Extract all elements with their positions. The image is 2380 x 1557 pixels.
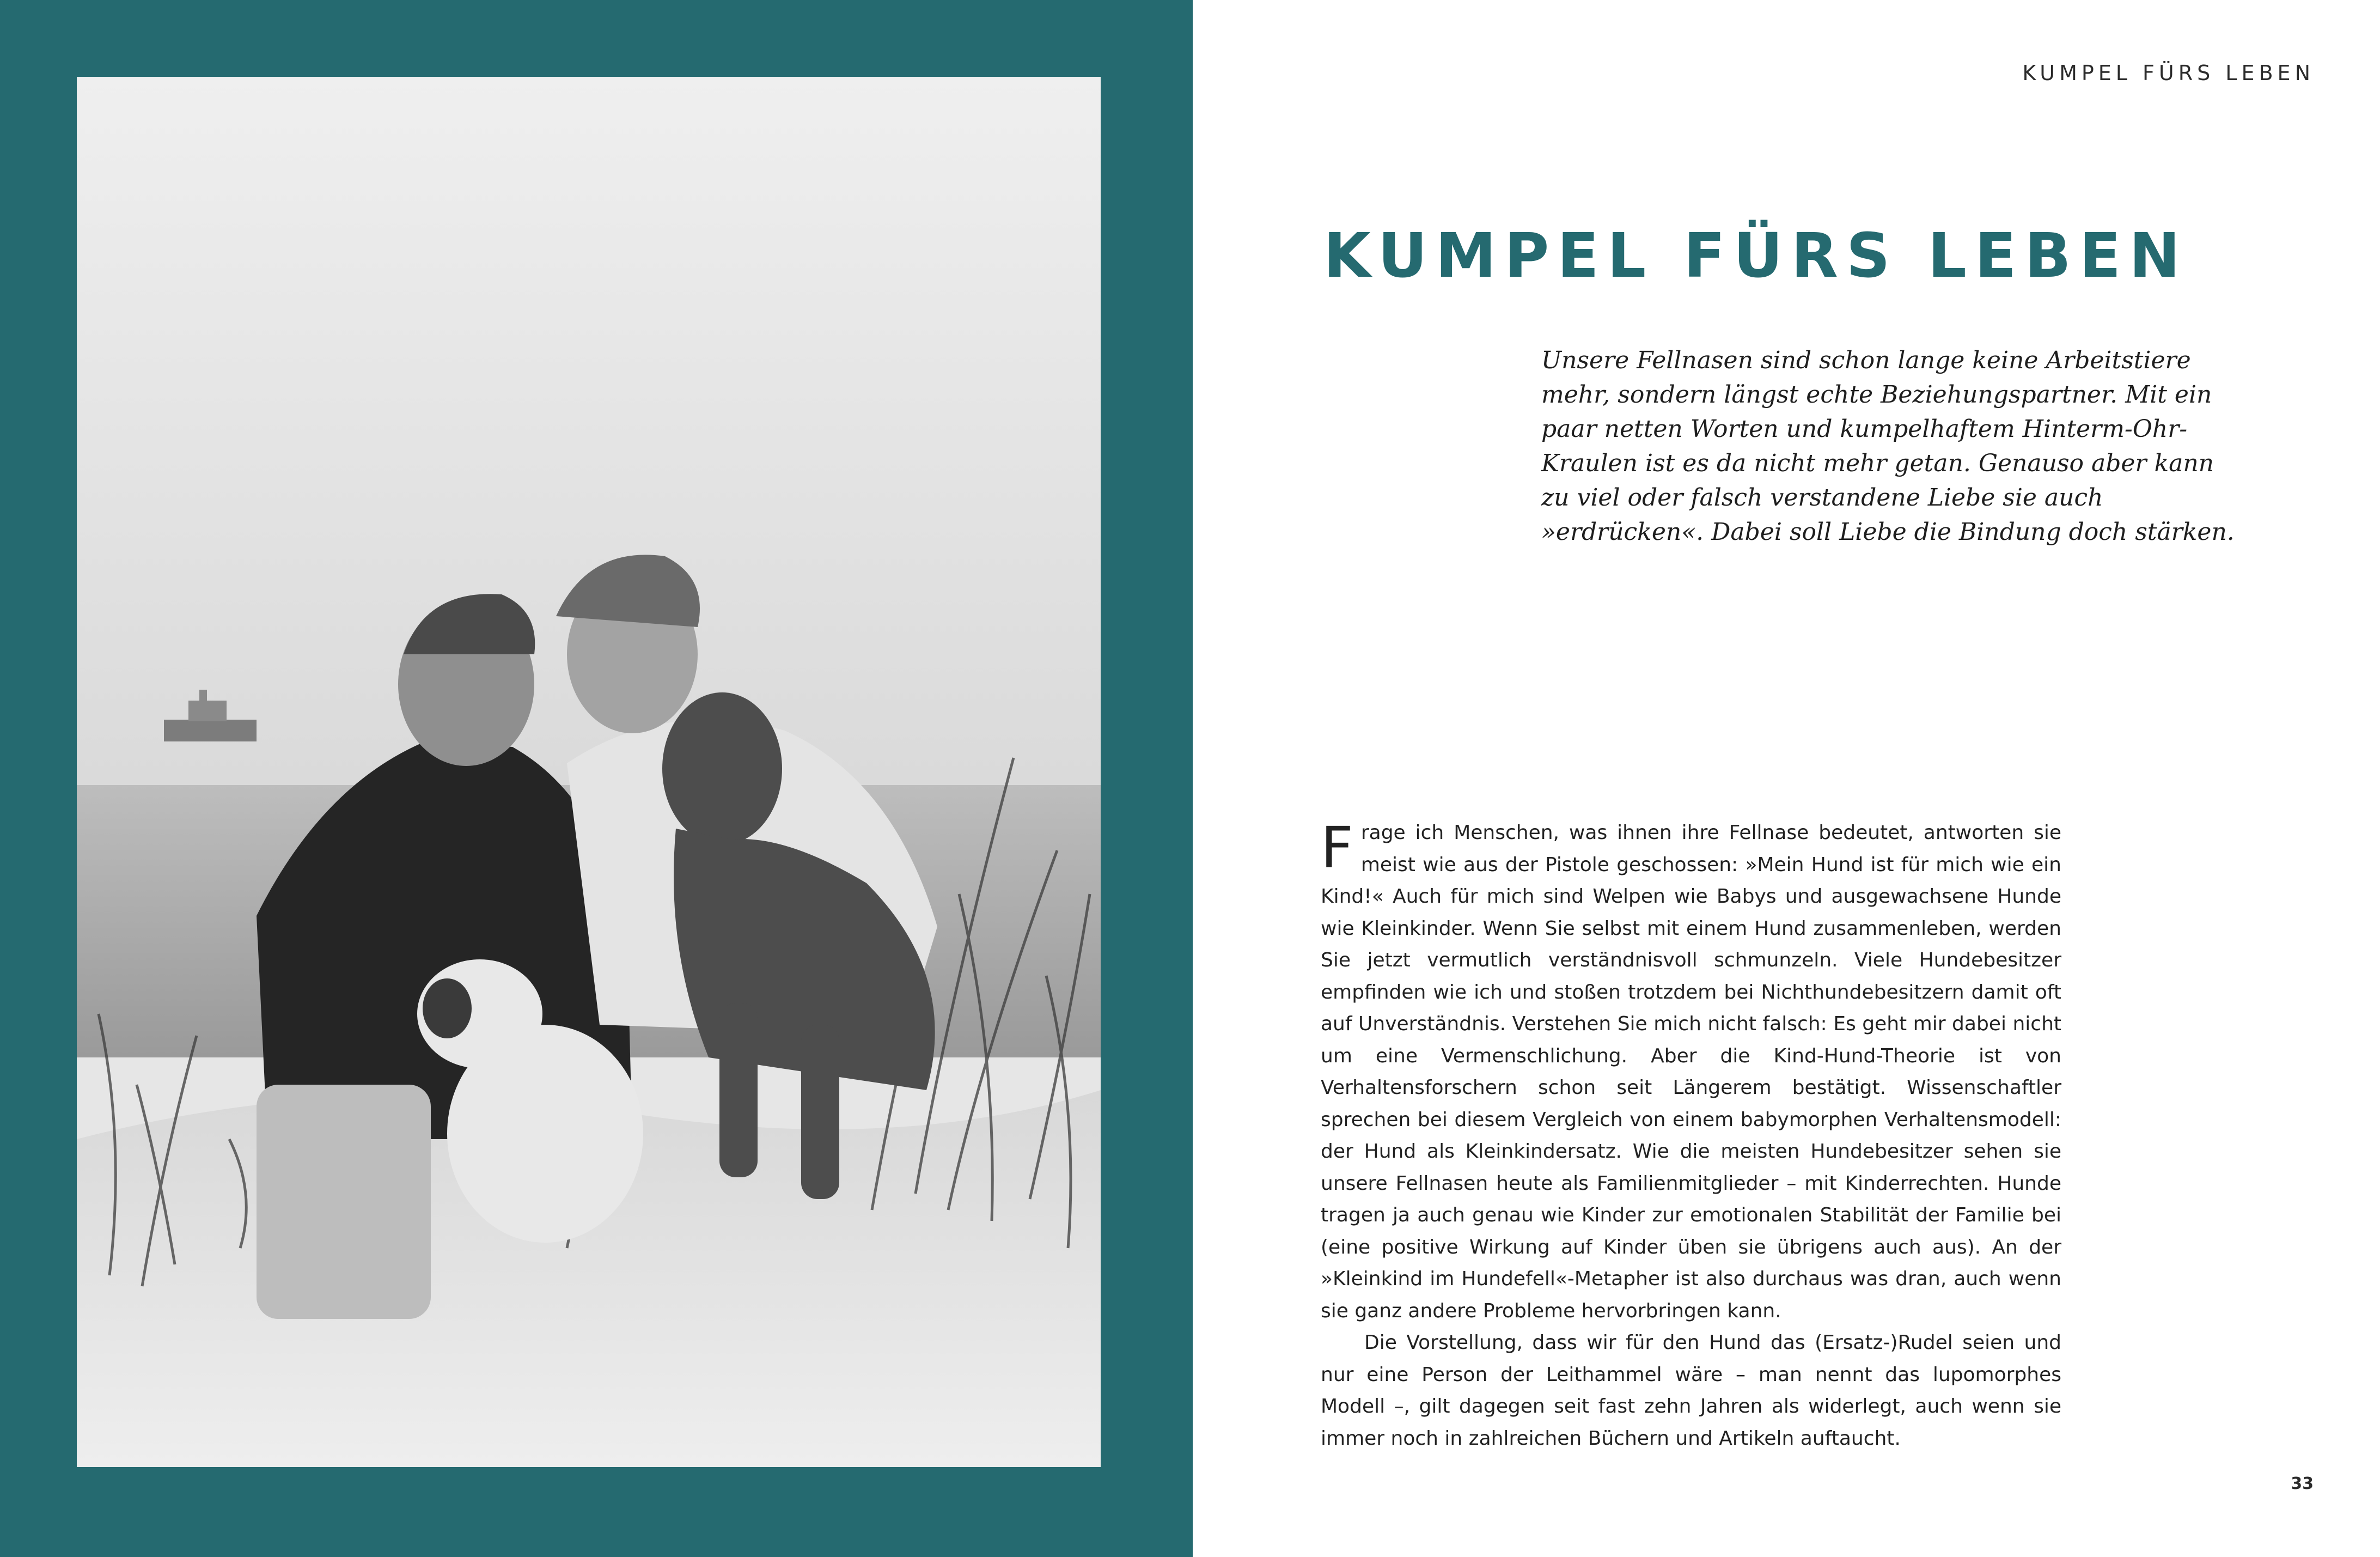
beach-photo-illustration xyxy=(77,77,1101,1467)
right-page xyxy=(1193,0,2380,1557)
running-head: KUMPEL FÜRS LEBEN xyxy=(2022,61,2315,85)
chapter-title: KUMPEL FÜRS LEBEN xyxy=(1323,221,2189,291)
body-paragraph-1-text: rage ich Menschen, was ihnen ihre Fellnase bedeutet, antworten sie meist wie aus der Pistole geschossen: »Mein Hund ist für mich wie ein Kind!« Auch für mich sind Welpen wie Babys und ausgewachsene Hunde wie Kleinkinder. Wenn Sie selbst mit einem Hund zusammenleben, werden Sie jetzt vermutlich verständnisvoll schmunzeln. Viele Hundebesitzer empfinden wie ich und stoßen trotzdem bei Nichthundebesitzern damit oft auf Unverständnis. Verstehen Sie mich nicht falsch: Es geht mir dabei nicht um eine Vermenschlichung. Aber die Kind-Hund-Theorie ist von Verhaltensforschern schon seit Längerem bestätigt. Wissenschaftler sprechen bei diesem Vergleich von einem babymorphen Verhaltensmodell: der Hund als Kleinkindersatz. Wie die meisten Hundebesitzer sehen sie unsere Fellnasen heute als Familienmitglieder – mit Kinderrechten. Hunde tragen ja auch genau wie Kinder zur emotionalen Stabilität der Familie bei (eine positive Wirkung auf Kinder üben sie übrigens auch aus). An der »Kleinkind im Hundefell«-Metapher ist also durchaus was dran, auch wenn sie ganz andere Probleme hervorbringen kann. xyxy=(1321,822,2061,1322)
body-paragraph-1 xyxy=(1321,814,2061,1327)
intro-text: Unsere Fellnasen sind schon lange keine Arbeitstiere mehr, sondern längst echte Beziehungspartner. Mit ein paar netten Worten und kumpelhaftem Hinterm-Ohr-Kraulen ist es da nicht mehr getan. Genauso aber kann zu viel oder falsch verstandene Liebe sie auch »erdrücken«. Dabei soll Liebe die Bindung doch stärken. xyxy=(1541,346,2235,546)
body-text xyxy=(1321,814,2061,1455)
photo-men-with-dogs-on-beach xyxy=(77,77,1101,1467)
page-number: 33 xyxy=(2291,1474,2314,1493)
drop-cap: F xyxy=(1321,814,1353,881)
intro-paragraph xyxy=(1541,343,2249,549)
body-paragraph-2: Die Vorstellung, dass wir für den Hund das (Ersatz-)Rudel seien und nur eine Person der Leithammel wäre – man nennt das lupomorphes Modell –, gilt dagegen seit fast zehn Jahren als widerlegt, auch wenn sie immer noch in zahlreichen Büchern und Artikeln auftaucht. xyxy=(1321,1331,2061,1450)
